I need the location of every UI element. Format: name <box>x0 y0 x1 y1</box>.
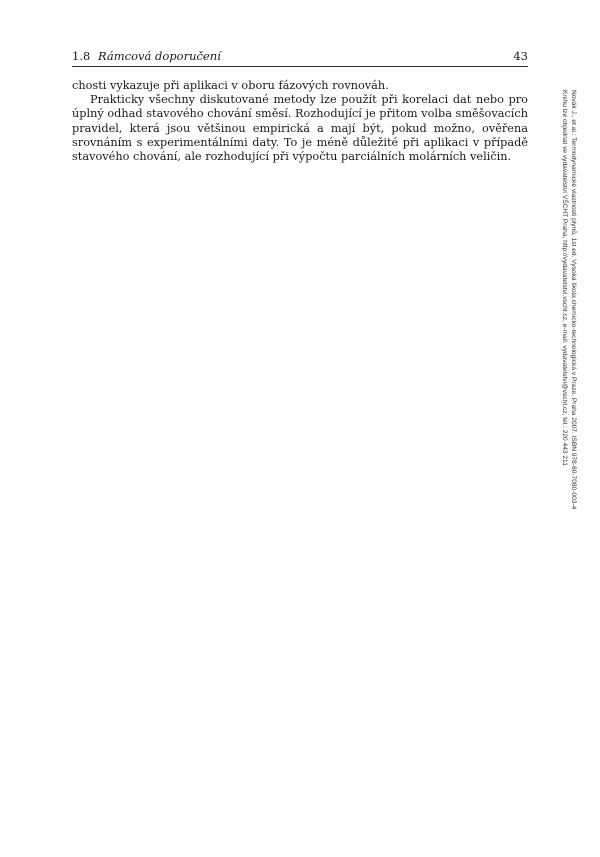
header-section <box>72 49 221 63</box>
paragraph-continuation: chosti vykazuje při aplikaci v oboru fázových rovnováh. <box>72 79 389 92</box>
paragraph: Prakticky všechny diskutované metody lze použít při korelaci dat nebo pro úplný odhad stavového chování směsí. Rozhodující je přitom volba směšovacích pravidel, která jsou většinou empirická a mají být, pokud možno, ověřena srovnáním s experimentálními daty. To je méně důležité při aplikaci v případě stavového chování, ale rozhodující při výpočtu parciálních molárních veličin. <box>72 93 528 164</box>
side-citation-text <box>560 90 578 630</box>
citation-line: Novák J., et al.: Termodynamické vlastnosti plynů, 1st ed. Vysoká škola chemicko-technologická v Praze, Praha 2007. ISBN 978-80-7080-003-4 <box>570 90 577 510</box>
ordering-info-line: Knihu lze objednat ve vydavatelství VŠCHT Praha, http://vydavatelstvi.vscht.cz, e-mail: vydavatelstvi@vscht.cz, tel.: 220 443 211 <box>561 90 568 466</box>
page-number: 43 <box>513 49 528 63</box>
side-citation <box>560 90 576 630</box>
section-number: 1.8 <box>72 49 91 63</box>
section-title: Rámcová doporučení <box>97 49 221 63</box>
body-text <box>72 79 528 164</box>
running-header <box>72 48 528 67</box>
